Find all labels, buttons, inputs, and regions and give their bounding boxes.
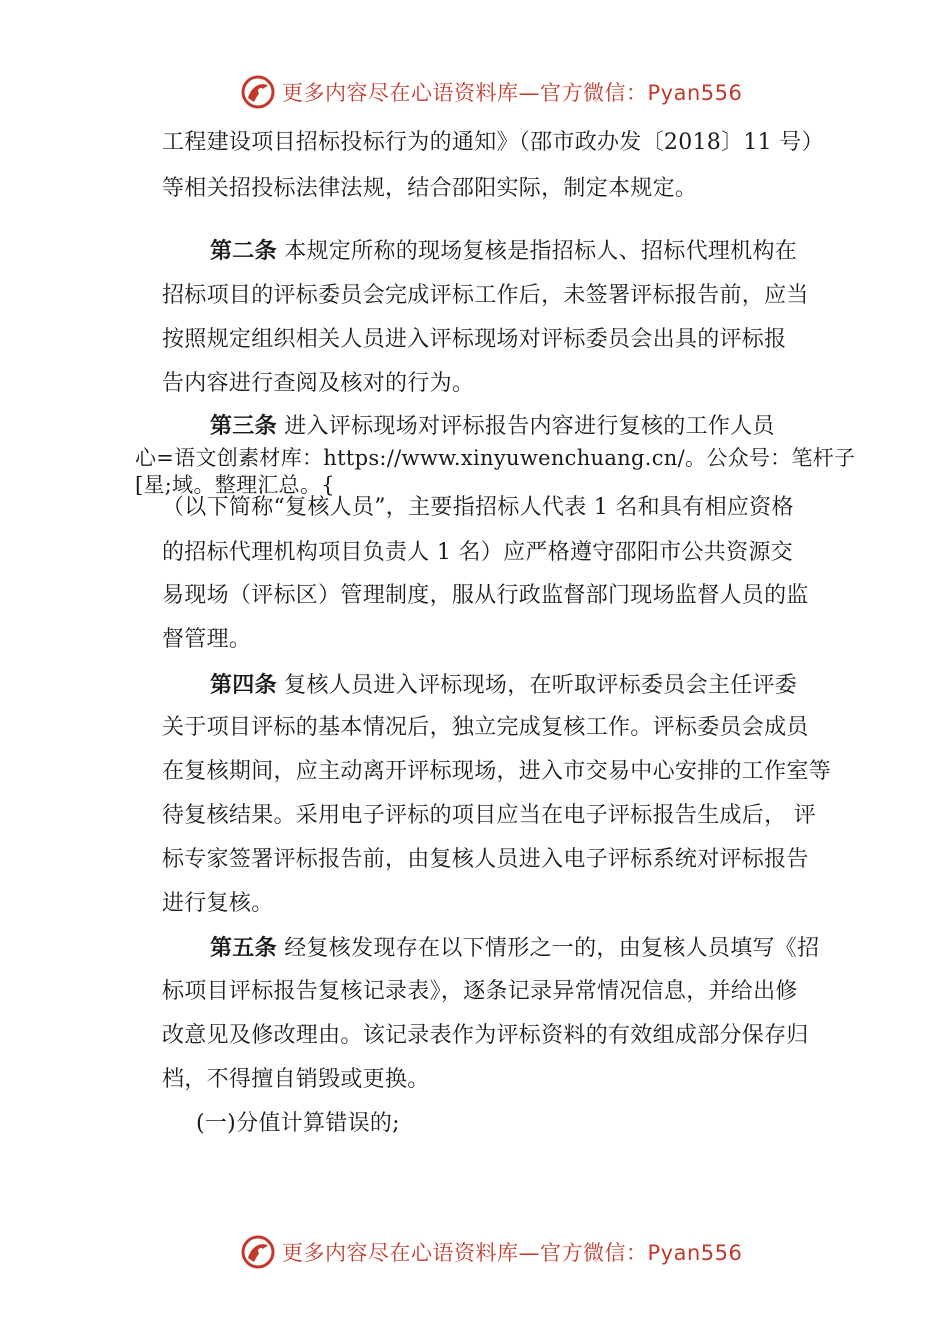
text-line: 标专家签署评标报告前，由复核人员进入电子评标系统对评标报告	[162, 847, 809, 872]
text-line: (一)分值计算错误的;	[196, 1111, 400, 1136]
text-line: 待复核结果。采用电子评标的项目应当在电子评标报告生成后， 评	[162, 803, 816, 828]
article-label: 第四条	[210, 672, 277, 698]
text-line: 等相关招投标法律法规，结合邵阳实际，制定本规定。	[162, 176, 698, 201]
header-banner	[240, 72, 742, 112]
watermark-line: [星;域。整理汇总。{	[135, 473, 335, 497]
text-line: 告内容进行查阅及核对的行为。	[162, 371, 475, 396]
text-line: 易现场（评标区）管理制度，服从行政监督部门现场监督人员的监	[162, 583, 809, 608]
article-3: 第三条 进入评标现场对评标报告内容进行复核的工作人员	[210, 413, 775, 439]
watermark-line: 心=语文创素材库：https://www.xinyuwenchuang.cn/。公众号：笔杆子	[135, 446, 856, 470]
text-line: 在复核期间，应主动离开评标现场，进入市交易中心安排的工作室等	[162, 759, 832, 784]
text-line: 关于项目评标的基本情况后，独立完成复核工作。评标委员会成员	[162, 715, 809, 740]
article-2: 第二条 本规定所称的现场复核是指招标人、招标代理机构在	[210, 238, 798, 264]
text-line: 招标项目的评标委员会完成评标工作后，未签署评标报告前，应当	[162, 283, 809, 308]
text-line: 进行复核。	[162, 891, 274, 916]
article-label: 第二条	[210, 238, 277, 264]
text-line: 标项目评标报告复核记录表》，逐条记录异常情况信息，并给出修	[162, 979, 798, 1004]
logo-icon	[240, 74, 276, 110]
header-banner-text: 更多内容尽在心语资料库—官方微信：Pyan556	[282, 81, 743, 105]
text-line: 改意见及修改理由。该记录表作为评标资料的有效组成部分保存归	[162, 1023, 809, 1048]
article-label: 第五条	[210, 935, 277, 961]
text-line: 督管理。	[162, 627, 252, 652]
logo-icon	[240, 1234, 276, 1270]
article-4: 第四条 复核人员进入评标现场，在听取评标委员会主任评委	[210, 672, 798, 698]
text-line: 的招标代理机构项目负责人 1 名）应严格遵守邵阳市公共资源交	[162, 540, 793, 565]
footer-banner-text: 更多内容尽在心语资料库—官方微信：Pyan556	[282, 1241, 743, 1265]
footer-banner	[240, 1232, 742, 1272]
text-line: 档，不得擅自销毁或更换。	[162, 1067, 430, 1092]
text-line: 工程建设项目招标投标行为的通知》（邵市政办发〔2018〕11 号）	[162, 130, 824, 155]
text-line: 按照规定组织相关人员进入评标现场对评标委员会出具的评标报	[162, 327, 787, 352]
text-line: （以下简称“复核人员”，主要指招标人代表 1 名和具有相应资格	[162, 495, 794, 520]
article-label: 第三条	[210, 413, 277, 439]
article-5: 第五条 经复核发现存在以下情形之一的，由复核人员填写《招	[210, 935, 820, 961]
